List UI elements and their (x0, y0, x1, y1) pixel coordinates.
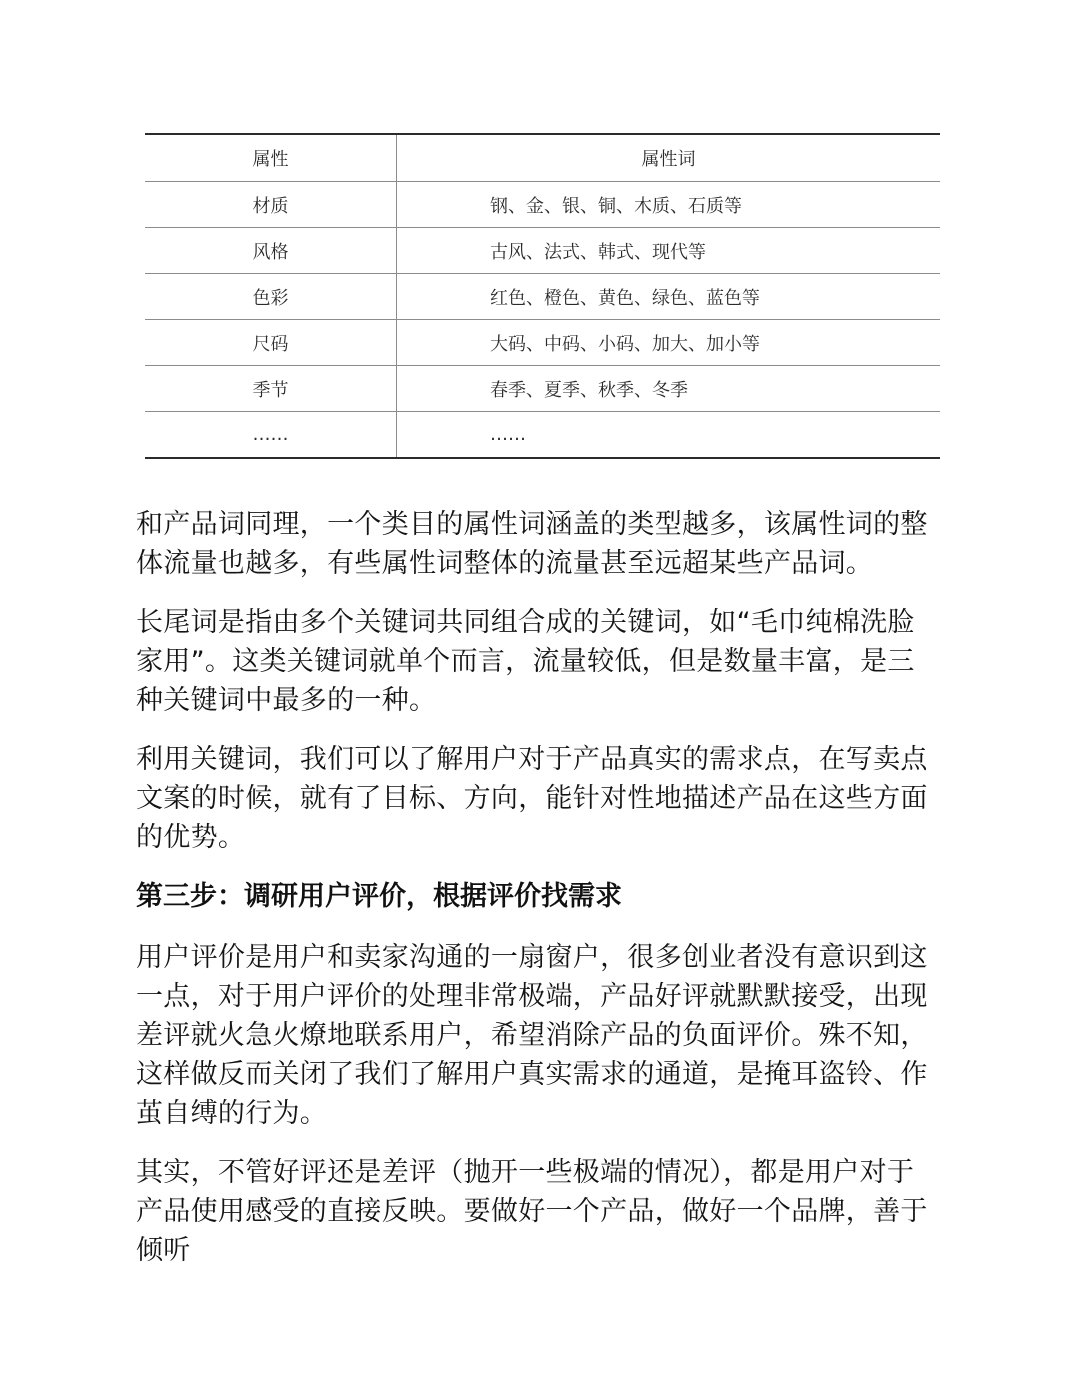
header-attribute: 属性 (145, 134, 397, 182)
table-header-row (145, 134, 940, 182)
header-attribute-words: 属性词 (397, 134, 941, 182)
cell-attribute: 风格 (145, 228, 397, 274)
cell-attribute: 季节 (145, 366, 397, 412)
table-row (145, 320, 940, 366)
attribute-table (145, 133, 940, 459)
paragraph-reviews-feedback: 其实，不管好评还是差评（抛开一些极端的情况），都是用户对于产品使用感受的直接反映。要做好一个产品，做好一个品牌，善于倾听 (136, 1157, 928, 1266)
cell-attribute: 尺码 (145, 320, 397, 366)
table-row (145, 412, 940, 459)
cell-attribute-words: 大码、中码、小码、加大、加小等 (397, 320, 941, 366)
table-row (145, 366, 940, 412)
cell-attribute-words: 古风、法式、韩式、现代等 (397, 228, 941, 274)
body-text (136, 505, 936, 1290)
cell-attribute-words: 红色、橙色、黄色、绿色、蓝色等 (397, 274, 941, 320)
cell-attribute-words: 钢、金、银、铜、木质、石质等 (397, 182, 941, 228)
cell-attribute: 色彩 (145, 274, 397, 320)
paragraph-long-tail-words: 长尾词是指由多个关键词共同组合成的关键词，如“毛巾纯棉洗脸家用”。这类关键词就单个而言，流量较低，但是数量丰富，是三种关键词中最多的一种。 (136, 607, 915, 716)
table-row (145, 274, 940, 320)
paragraph-user-reviews: 用户评价是用户和卖家沟通的一扇窗户，很多创业者没有意识到这一点，对于用户评价的处理非常极端，产品好评就默默接受，出现差评就火急火燎地联系用户，希望消除产品的负面评价。殊不知，这样做反而关闭了我们了解用户真实需求的通道，是掩耳盗铃、作茧自缚的行为。 (136, 942, 928, 1129)
cell-attribute: 材质 (145, 182, 397, 228)
section-heading: 第三步：调研用户评价，根据评价找需求 (136, 881, 622, 912)
cell-attribute-words: 春季、夏季、秋季、冬季 (397, 366, 941, 412)
cell-attribute: …… (145, 412, 397, 459)
table-row (145, 228, 940, 274)
paragraph-attribute-words: 和产品词同理，一个类目的属性词涵盖的类型越多，该属性词的整体流量也越多，有些属性词整体的流量甚至远超某些产品词。 (136, 509, 928, 579)
paragraph-use-keywords: 利用关键词，我们可以了解用户对于产品真实的需求点，在写卖点文案的时候，就有了目标、方向，能针对性地描述产品在这些方面的优势。 (136, 744, 928, 853)
table-row (145, 182, 940, 228)
cell-attribute-words: …… (490, 424, 526, 445)
